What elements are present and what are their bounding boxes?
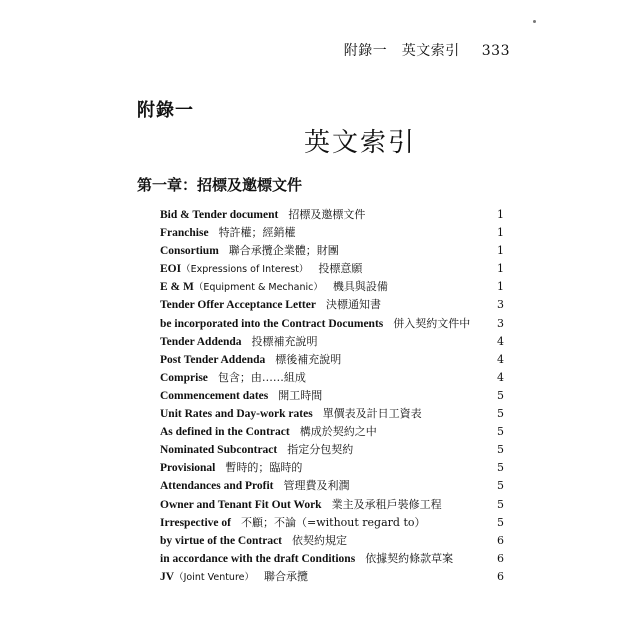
index-entry — [160, 441, 504, 459]
entry-english-term — [160, 336, 242, 348]
running-header — [344, 40, 510, 60]
entry-page-number: 4 — [497, 334, 504, 348]
entry-english-text: Tender Offer Acceptance Letter — [160, 299, 316, 312]
entry-page-number: 6 — [497, 551, 504, 565]
entry-english-term — [160, 517, 231, 529]
entry-english-text: EOI — [160, 263, 182, 276]
entry-english-term — [160, 372, 208, 384]
entry-chinese-term: 構成於契約之中 — [299, 425, 377, 439]
entry-english-text: Attendances and Profit — [160, 480, 274, 493]
index-entry — [160, 550, 504, 568]
entry-page-number: 5 — [497, 388, 504, 402]
index-entry — [160, 477, 504, 495]
entry-english-term — [160, 569, 254, 583]
entry-english-text: Franchise — [160, 227, 209, 240]
entry-page-number: 5 — [497, 443, 504, 457]
entry-english-text: Commencement dates — [160, 389, 269, 402]
index-entry — [160, 496, 504, 514]
entry-english-term — [160, 318, 383, 330]
entry-page-number: 1 — [497, 280, 504, 294]
entry-english-text: E & M — [160, 281, 194, 294]
entry-english-text: Consortium — [160, 245, 219, 258]
entry-english-parenthetical: （Expressions of Interest） — [181, 264, 309, 276]
index-entry — [160, 387, 504, 405]
entry-page-number: 3 — [497, 298, 504, 312]
entry-english-text: Tender Addenda — [160, 335, 242, 348]
appendix-label: 附錄一 — [137, 100, 194, 121]
entry-page-number: 3 — [497, 316, 504, 330]
entry-english-text: As defined in the Contract — [160, 426, 290, 439]
index-entry — [160, 260, 504, 278]
entry-chinese-term: 聯合承攬 — [264, 569, 308, 583]
entry-english-term — [160, 261, 308, 275]
entry-chinese-term: 管理費及利潤 — [283, 479, 350, 493]
header-section: 附錄一 英文索引 — [343, 43, 460, 59]
entry-english-parenthetical: （Equipment & Mechanic） — [193, 282, 323, 294]
entry-chinese-term: 招標及邀標文件 — [288, 208, 366, 221]
index-entry — [160, 278, 504, 296]
entry-chinese-term: 指定分包契約 — [287, 443, 354, 457]
page-title-text: 英文索引 — [303, 128, 416, 158]
entry-english-text: Nominated Subcontract — [160, 444, 278, 457]
entry-english-term — [160, 408, 313, 420]
entry-english-text: Bid & Tender document — [160, 209, 279, 221]
entry-english-term — [160, 354, 265, 366]
entry-english-term — [160, 553, 355, 565]
index-entry — [160, 224, 504, 242]
entry-english-text: by virtue of the Contract — [160, 534, 283, 547]
entry-english-term — [160, 245, 219, 257]
entry-page-number: 5 — [497, 515, 504, 529]
entry-english-text: Comprise — [160, 371, 208, 384]
entry-english-term — [160, 299, 316, 311]
header-page-number: 333 — [481, 43, 510, 59]
entry-chinese-term: 決標通知書 — [325, 298, 381, 312]
entry-page-number: 5 — [497, 497, 504, 511]
entry-chinese-term: 暫時的；臨時的 — [225, 461, 303, 475]
entry-english-text: Post Tender Addenda — [160, 353, 266, 366]
entry-chinese-term: 單價表及計日工資表 — [322, 407, 422, 421]
entry-chinese-term: 標後補充說明 — [275, 352, 342, 366]
entry-chinese-term: 特許權；經銷權 — [218, 226, 296, 240]
entry-english-term — [160, 279, 323, 293]
entry-chinese-term: 依據契約條款草案 — [365, 551, 454, 565]
entry-page-number: 1 — [497, 262, 504, 276]
entry-english-text: Owner and Tenant Fit Out Work — [160, 498, 322, 511]
entry-page-number: 4 — [497, 370, 504, 384]
entry-chinese-term: 不顧；不論（=without regard to） — [241, 515, 426, 529]
entry-english-term — [160, 426, 290, 438]
entry-english-text: Provisional — [160, 462, 216, 475]
entry-page-number: 5 — [497, 479, 504, 493]
entry-english-term — [160, 499, 322, 511]
entry-page-number: 1 — [497, 208, 504, 221]
index-entry — [160, 514, 504, 532]
entry-chinese-term: 投標補充說明 — [251, 334, 318, 348]
entry-page-number: 1 — [497, 226, 504, 240]
entry-english-term — [160, 390, 268, 402]
index-entry — [160, 532, 504, 550]
entry-english-term — [160, 462, 215, 474]
entry-chinese-term: 聯合承攬企業體；財團 — [228, 244, 339, 258]
index-entry — [160, 423, 504, 441]
entry-page-number: 1 — [497, 244, 504, 258]
entry-chinese-term: 機具與設備 — [332, 280, 388, 294]
entry-chinese-term: 投標意願 — [318, 262, 363, 276]
index-entry — [160, 242, 504, 260]
entry-english-term — [160, 535, 282, 547]
entry-english-term — [160, 227, 209, 239]
page-title — [0, 122, 640, 159]
entry-english-text: in accordance with the draft Conditions — [160, 552, 356, 565]
entry-english-term — [160, 209, 278, 221]
index-entry — [160, 206, 504, 224]
entry-english-parenthetical: （Joint Venture） — [174, 571, 254, 583]
entry-page-number: 6 — [497, 569, 504, 583]
index-entry-list — [160, 206, 504, 586]
entry-page-number: 6 — [497, 533, 504, 547]
index-entry — [160, 315, 504, 333]
entry-english-text: be incorporated into the Contract Documents — [160, 317, 384, 330]
entry-page-number: 5 — [497, 425, 504, 439]
entry-chinese-term: 開工時間 — [278, 388, 323, 402]
index-entry — [160, 296, 504, 314]
entry-english-text: Unit Rates and Day-work rates — [160, 408, 313, 421]
entry-chinese-term: 依契約規定 — [292, 533, 348, 547]
corner-dot — [533, 20, 536, 23]
index-entry — [160, 351, 504, 369]
index-entry — [160, 405, 504, 423]
index-entry — [160, 333, 504, 351]
entry-english-text: JV — [160, 570, 175, 583]
index-entry — [160, 568, 504, 586]
entry-page-number: 5 — [497, 461, 504, 475]
chapter-heading: 第一章：招標及邀標文件 — [137, 176, 303, 194]
index-entry — [160, 369, 504, 387]
index-entry — [160, 459, 504, 477]
entry-chinese-term: 包含；由……組成 — [217, 370, 306, 384]
entry-english-term — [160, 480, 274, 492]
entry-english-text: Irrespective of — [160, 516, 231, 529]
entry-page-number: 4 — [497, 352, 504, 366]
entry-page-number: 5 — [497, 407, 504, 421]
entry-chinese-term: 併入契約文件中 — [393, 316, 471, 330]
entry-chinese-term: 業主及承租戶裝修工程 — [331, 497, 442, 511]
entry-english-term — [160, 444, 277, 456]
